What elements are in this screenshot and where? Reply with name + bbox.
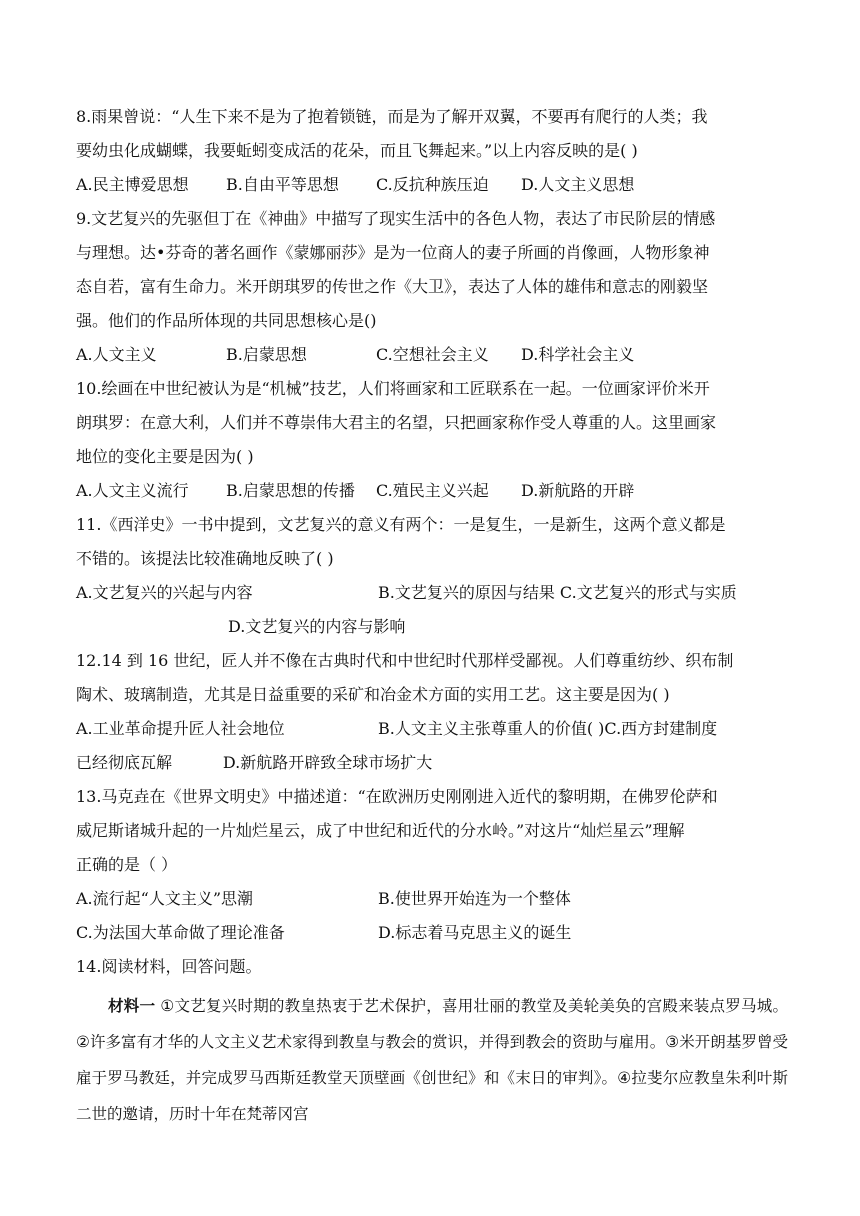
- question-13-option-c[interactable]: C.为法国大革命做了理论准备: [76, 923, 285, 942]
- question-8-option-a[interactable]: A.民主博爱思想: [76, 175, 189, 194]
- question-9-option-a[interactable]: A.人文主义: [76, 345, 157, 364]
- question-13-stem-line-3: 正确的是（ ）: [76, 855, 178, 874]
- question-13-options-row-2: [76, 916, 788, 950]
- question-13-option-a[interactable]: A.流行起“人文主义”思潮: [76, 889, 254, 908]
- question-12-stem-line-2: 陶术、玻璃制造，尤其是日益重要的采矿和冶金术方面的实用工艺。这主要是因为( ): [76, 685, 670, 704]
- question-11-options-row-1: [76, 576, 788, 610]
- question-9-options: [76, 338, 788, 372]
- question-10-stem-line-3: 地位的变化主要是因为( ): [76, 447, 254, 466]
- question-12-option-a[interactable]: A.工业革命提升匠人社会地位: [76, 719, 285, 738]
- question-8-option-d[interactable]: D.人文主义思想: [521, 175, 635, 194]
- question-13-stem-line-1: 13.马克垚在《世界文明史》中描述道：“在欧洲历史刚刚进入近代的黎明期，在佛罗伦萨和: [76, 787, 718, 806]
- question-11: [76, 508, 788, 644]
- question-9-option-d[interactable]: D.科学社会主义: [521, 345, 635, 364]
- question-9: [76, 202, 788, 372]
- question-13: [76, 780, 788, 950]
- question-10-option-d[interactable]: D.新航路的开辟: [521, 481, 635, 500]
- question-14: [76, 950, 788, 1132]
- question-sheet: [76, 100, 788, 1132]
- question-9-option-b[interactable]: B.启蒙思想: [226, 345, 307, 364]
- question-8-options: [76, 168, 788, 202]
- question-10-option-b[interactable]: B.启蒙思想的传播: [226, 481, 355, 500]
- question-9-stem-line-3: 态自若，富有生命力。米开朗琪罗的传世之作《大卫》，表达了人体的雄伟和意志的刚毅坚: [76, 277, 709, 296]
- question-13-option-b[interactable]: B.使世界开始连为一个整体: [378, 889, 571, 908]
- question-12-option-b-c[interactable]: B.人文主义主张尊重人的价值( )C.西方封建制度: [378, 719, 718, 738]
- question-10-option-a[interactable]: A.人文主义流行: [76, 481, 189, 500]
- question-8-option-c[interactable]: C.反抗种族压迫: [376, 175, 489, 194]
- question-10-stem-line-1: 10.绘画在中世纪被认为是“机械”技艺，人们将画家和工匠联系在一起。一位画家评价米开: [76, 379, 710, 398]
- question-12-options-row-1: [76, 712, 788, 746]
- question-10: [76, 372, 788, 508]
- material-text: ①文艺复兴时期的教皇热衷于艺术保护，喜用壮丽的教堂及美轮美奂的宫殿来装点罗马城。②许多富有才华的人文主义艺术家得到教皇与教会的赏识，并得到教会的资助与雇用。③米开朗基罗曾受雇于罗马教廷，并完成罗马西斯廷教堂天顶壁画《创世纪》和《末日的审判》。④拉斐尔应教皇朱利叶斯二世的邀请，历时十年在梵蒂冈宫: [76, 997, 788, 1123]
- question-11-options-row-2: [76, 610, 788, 644]
- question-13-stem-line-2: 威尼斯诸城升起的一片灿烂星云，成了中世纪和近代的分水岭。”对这片“灿烂星云”理解: [76, 821, 685, 840]
- question-12-options-row-2: [76, 746, 788, 780]
- question-11-option-b-c[interactable]: B.文艺复兴的原因与结果 C.文艺复兴的形式与实质: [378, 583, 737, 602]
- question-8: [76, 100, 788, 202]
- question-10-stem-line-2: 朗琪罗：在意大利，人们并不尊崇伟大君主的名望，只把画家称作受人尊重的人。这里画家: [76, 413, 717, 432]
- question-10-options: [76, 474, 788, 508]
- question-14-stem: 14.阅读材料，回答问题。: [76, 957, 262, 976]
- question-8-stem-line-1: 8.雨果曾说：“人生下来不是为了抱着锁链，而是为了解开双翼，不要再有爬行的人类；我: [76, 107, 708, 126]
- material-label: 材料一: [108, 997, 156, 1015]
- question-12-stem-line-1: 12.14 到 16 世纪，匠人并不像在古典时代和中世纪时代那样受鄙视。人们尊重纺纱、织布制: [76, 651, 734, 670]
- question-9-stem-line-4: 强。他们的作品所体现的共同思想核心是(): [76, 311, 377, 330]
- question-12: [76, 644, 788, 780]
- question-11-stem-line-1: 11.《西洋史》一书中提到，文艺复兴的意义有两个：一是复生，一是新生，这两个意义都是: [76, 515, 726, 534]
- question-13-option-d[interactable]: D.标志着马克思主义的诞生: [378, 923, 572, 942]
- question-11-option-a[interactable]: A.文艺复兴的兴起与内容: [76, 583, 253, 602]
- question-11-option-d[interactable]: D.文艺复兴的内容与影响: [228, 617, 406, 636]
- question-9-option-c[interactable]: C.空想社会主义: [376, 345, 489, 364]
- question-14-material-one: [76, 988, 788, 1132]
- question-8-stem-line-2: 要幼虫化成蝴蝶，我要蚯蚓变成活的花朵，而且飞舞起来。”以上内容反映的是( ): [76, 141, 638, 160]
- question-9-stem-line-2: 与理想。达•芬奇的著名画作《蒙娜丽莎》是为一位商人的妻子所画的肖像画，人物形象神: [76, 243, 710, 262]
- question-13-options-row-1: [76, 882, 788, 916]
- question-11-stem-line-2: 不错的。该提法比较准确地反映了( ): [76, 549, 334, 568]
- question-9-stem-line-1: 9.文艺复兴的先驱但丁在《神曲》中描写了现实生活中的各色人物，表达了市民阶层的情感: [76, 209, 716, 228]
- question-8-option-b[interactable]: B.自由平等思想: [226, 175, 339, 194]
- question-10-option-c[interactable]: C.殖民主义兴起: [376, 481, 489, 500]
- question-12-option-c-d[interactable]: 已经彻底瓦解 D.新航路开辟致全球市场扩大: [76, 753, 433, 772]
